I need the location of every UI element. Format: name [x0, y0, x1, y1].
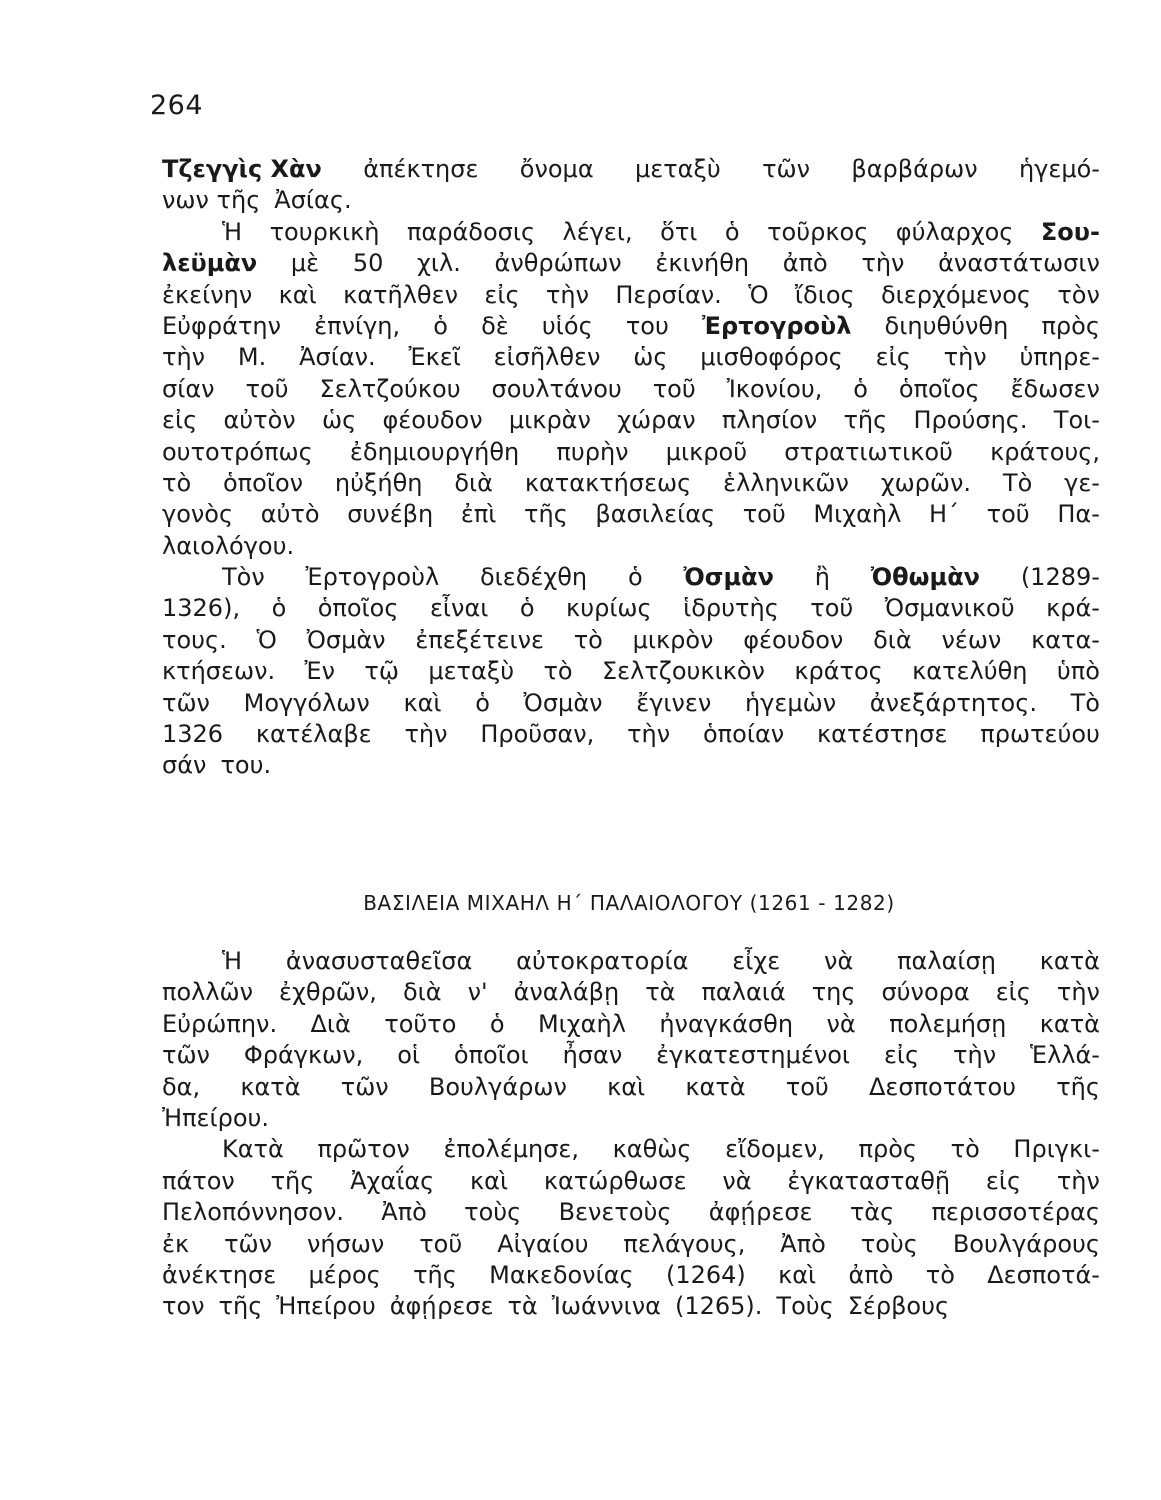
- word: Διὰ: [310, 1009, 351, 1038]
- word: Προύσης.: [913, 406, 1028, 435]
- word: ὁ: [724, 217, 740, 246]
- word: νὰ: [826, 1009, 856, 1038]
- word: Τοι-: [1053, 406, 1100, 435]
- word: τὸ: [162, 468, 192, 497]
- word: 50: [352, 249, 384, 278]
- word: διερχόμενος: [881, 280, 1031, 309]
- word: της: [811, 978, 856, 1007]
- word: ἐπὶ: [460, 500, 497, 529]
- word: νὰ: [824, 947, 854, 975]
- word: ἐκείνην: [162, 280, 253, 309]
- word: συνέβη: [347, 500, 434, 529]
- word: φύλαρχος: [895, 217, 1014, 246]
- word: αὐτὸ: [260, 500, 320, 529]
- word: καὶ: [470, 1166, 509, 1195]
- word: Ἐρτογροὺλ: [702, 311, 852, 340]
- word: τῷ: [364, 657, 399, 686]
- word: παλαίσῃ: [897, 947, 996, 975]
- word: διὰ: [873, 625, 912, 654]
- word: Σου-: [1040, 217, 1100, 246]
- word: οἱ: [397, 1041, 421, 1070]
- word: Ἑλλά-: [1030, 1041, 1100, 1070]
- word: κατέλαβε: [255, 720, 372, 749]
- word: διὰ: [454, 468, 493, 497]
- word: κατακτήσεως: [524, 468, 692, 497]
- word: τῆς: [218, 1292, 263, 1321]
- word: βασιλείας: [595, 500, 716, 529]
- word: Ἀσίας.: [274, 186, 352, 215]
- text-line: [162, 311, 1100, 342]
- word: σάν: [162, 751, 207, 780]
- text-line: [162, 437, 1100, 468]
- word: ἡγεμό-: [1018, 155, 1100, 183]
- word: τῆς: [413, 1260, 457, 1289]
- word: Ἰκονίου,: [726, 374, 823, 403]
- word: πρῶτον: [317, 1135, 410, 1164]
- word: Μ.: [237, 343, 267, 372]
- word: πελάγους,: [623, 1229, 746, 1258]
- word: Τὸ: [1002, 468, 1033, 497]
- word: ἀναστάτωσιν: [938, 249, 1100, 278]
- word: Πριγκι-: [1013, 1135, 1100, 1164]
- word: Δεσποτά-: [987, 1260, 1100, 1289]
- word: Προῦσαν,: [480, 720, 595, 749]
- word: τὸ: [543, 657, 573, 686]
- word: καθὼς: [612, 1135, 692, 1164]
- word: τὴν: [627, 720, 671, 749]
- word: τους.: [162, 625, 227, 654]
- word: παράδοσις: [406, 217, 536, 246]
- word: Σελτζούκου: [319, 374, 461, 403]
- word: λεϋμὰν: [162, 249, 258, 278]
- word: ἀφῄρεσε: [708, 1198, 813, 1227]
- text-line: [162, 688, 1100, 719]
- word: ἠναγκάσθη: [659, 1009, 794, 1038]
- text-line: [162, 217, 1100, 248]
- word: τοῦ: [986, 500, 1030, 529]
- word: νὰ: [722, 1166, 752, 1195]
- word: ὑπὸ: [1056, 657, 1100, 686]
- word: διηυθύνθη: [884, 311, 1009, 340]
- word: τοῦ: [785, 1072, 829, 1101]
- word: κράτος: [794, 657, 883, 686]
- word: ἀπέκτησε: [363, 155, 479, 183]
- section-1-text: [162, 154, 1100, 782]
- word: παλαιά: [701, 978, 786, 1007]
- text-line: [162, 1134, 1100, 1165]
- text-line: [162, 719, 1100, 750]
- word: ὁποίαν: [703, 720, 785, 749]
- word: μέρος: [308, 1260, 381, 1289]
- word: διὰ: [402, 978, 442, 1007]
- word: τοῦ: [652, 374, 696, 403]
- text-line: [162, 405, 1100, 436]
- text-line: [162, 1009, 1100, 1040]
- word: τῆς: [843, 406, 888, 435]
- text-line: [162, 1040, 1100, 1071]
- word: ν': [467, 978, 488, 1007]
- word: ἢ: [814, 563, 830, 592]
- word: ὁ: [489, 1009, 505, 1038]
- word: τὸ: [925, 1260, 955, 1289]
- word: Ὁ: [256, 625, 277, 654]
- word: κατελύθη: [912, 657, 1028, 686]
- word: τὴν: [1056, 978, 1100, 1007]
- word: χώραν: [617, 406, 696, 435]
- word: βαρβάρων: [851, 155, 978, 183]
- word: ὁ: [853, 374, 868, 403]
- word: ὡς: [322, 406, 357, 435]
- word: Ἐρτογροὺλ: [305, 563, 440, 592]
- word: Σελτζουκικὸν: [602, 657, 765, 686]
- word: εἰς: [484, 280, 520, 309]
- text-line: [162, 625, 1100, 656]
- word: τῶν: [340, 1072, 389, 1101]
- text-line: [162, 946, 1100, 977]
- word: Ὀσμὰν: [683, 563, 774, 592]
- word: ὁ: [519, 594, 535, 623]
- word: λαιολόγου.: [162, 531, 295, 560]
- word: Βενετοὺς: [558, 1198, 672, 1227]
- word: ἐκινήθη: [655, 249, 750, 278]
- word: Περσίαν.: [615, 280, 722, 309]
- text-line: [162, 342, 1100, 373]
- word: κατὰ: [240, 1072, 301, 1101]
- word: τὸ: [573, 625, 603, 654]
- text-line: [162, 750, 1100, 781]
- word: Ὀσμανικοῦ: [884, 594, 1015, 623]
- word: τῆς: [1056, 1072, 1100, 1101]
- word: Ἡ: [222, 947, 243, 975]
- word: ὁ: [475, 688, 490, 717]
- word: Η΄: [928, 500, 960, 529]
- word: γονὸς: [162, 500, 234, 529]
- word: ἱδρυτὴς: [683, 594, 779, 623]
- word: Μιχαὴλ: [813, 500, 902, 529]
- word: μικρὸν: [632, 625, 714, 654]
- word: τὴν: [861, 249, 905, 278]
- word: τουρκικὴ: [269, 217, 380, 246]
- word: σίαν: [162, 374, 215, 403]
- word: πυρὴν: [556, 437, 629, 466]
- word: τοὺς: [860, 1229, 918, 1258]
- word: ἐγκατεστημένοι: [656, 1041, 851, 1070]
- word: Τοὺς: [776, 1292, 834, 1321]
- word: ἐπνίγη,: [314, 311, 401, 340]
- text-line: [162, 977, 1100, 1008]
- word: τῆς: [524, 500, 568, 529]
- word: κράτους,: [990, 437, 1100, 466]
- word: Ἀσίαν.: [299, 343, 376, 372]
- word: νων τῆς: [162, 186, 261, 215]
- text-line: [162, 185, 1100, 216]
- word: τοῦρκος: [767, 217, 869, 246]
- word: Ἠπείρου.: [162, 1103, 270, 1132]
- word: ἴδιος: [794, 280, 855, 309]
- word: τῶν: [224, 1229, 273, 1258]
- word: δὲ: [481, 311, 509, 340]
- word: ὁποῖος: [317, 594, 399, 623]
- word: τὰ: [507, 1292, 538, 1321]
- text-line: [162, 531, 1100, 562]
- word: τὴν: [953, 1041, 997, 1070]
- word: Σέρβους: [847, 1292, 950, 1321]
- word: Πελοπόννησον.: [162, 1198, 344, 1227]
- word: καὶ: [278, 280, 317, 309]
- word: Ἐν: [304, 657, 335, 686]
- word: Μακεδονίας: [489, 1260, 634, 1289]
- word: τὴν: [162, 343, 206, 372]
- word: τον: [162, 1292, 205, 1321]
- word: ἀνεξάρτητος.: [869, 688, 1037, 717]
- word: ἐδημιουργήθη: [349, 437, 520, 466]
- word: Δεσποτάτου: [869, 1072, 1017, 1101]
- word: εἰς: [985, 1166, 1022, 1195]
- text-line: [162, 1197, 1100, 1228]
- text-line: [162, 562, 1100, 593]
- word: ἐκ: [162, 1229, 190, 1258]
- word: υἱός: [541, 311, 593, 340]
- word: γε-: [1064, 468, 1100, 497]
- word: μὲ: [290, 249, 320, 278]
- word: ὅτι: [660, 217, 698, 246]
- text-line: [162, 468, 1100, 499]
- text-line: [162, 248, 1100, 279]
- paragraph: [162, 946, 1100, 1134]
- word: ἀναλάβῃ: [513, 978, 620, 1007]
- text-line: [162, 154, 1100, 185]
- word: Ὀσμὰν: [523, 688, 603, 717]
- word: στρατιωτικοῦ: [784, 437, 953, 466]
- word: (1265).: [674, 1292, 763, 1321]
- word: ἐχθρῶν,: [279, 978, 377, 1007]
- word: σουλτάνου: [491, 374, 622, 403]
- word: ὁ: [433, 311, 448, 340]
- word: Μιχαὴλ: [537, 1009, 626, 1038]
- word: κατῆλθεν: [343, 280, 458, 309]
- word: κατώρθωσε: [543, 1166, 687, 1195]
- paragraph: [162, 1134, 1100, 1322]
- word: (1289-: [1020, 563, 1100, 592]
- word: κατέστησε: [817, 720, 948, 749]
- word: ἐγκατασταθῇ: [787, 1166, 951, 1195]
- text-line: [162, 1072, 1100, 1103]
- word: καὶ: [403, 688, 442, 717]
- text-line: [162, 656, 1100, 687]
- word: Ἀπὸ: [381, 1198, 427, 1227]
- word: μισθοφόρος: [700, 343, 843, 372]
- page-number: 264: [150, 90, 204, 121]
- word: του: [625, 311, 669, 340]
- text-line: [162, 1166, 1100, 1197]
- word: Εὐφράτην: [162, 311, 282, 340]
- word: Μογγόλων: [243, 688, 370, 717]
- word: φέουδον: [743, 625, 844, 654]
- word: Κατὰ: [222, 1135, 284, 1164]
- word: εἰσῆλθεν: [493, 343, 601, 372]
- word: τὴν: [545, 280, 589, 309]
- word: κτήσεων.: [162, 657, 276, 686]
- word: ἡγεμὼν: [744, 688, 837, 717]
- word: τὰς: [849, 1198, 895, 1227]
- word: πολλῶν: [162, 978, 254, 1007]
- word: τὴν: [404, 720, 448, 749]
- word: ἐπολέμησε,: [443, 1135, 580, 1164]
- word: ὁ: [271, 594, 287, 623]
- word: Ἠπείρου: [276, 1292, 376, 1321]
- word: καὶ: [607, 1072, 646, 1101]
- word: πολεμήσῃ: [889, 1009, 1007, 1038]
- word: ὡς: [633, 343, 668, 372]
- word: Φράγκων,: [243, 1041, 364, 1070]
- word: ὁποῖον: [223, 468, 304, 497]
- word: ὑπηρε-: [1019, 343, 1100, 372]
- word: ἀπὸ: [848, 1260, 894, 1289]
- word: εἰς: [883, 1041, 920, 1070]
- word: εἴδομεν,: [725, 1135, 825, 1164]
- word: τοῦ: [810, 594, 854, 623]
- section-heading: ΒΑΣΙΛΕΙΑ ΜΙΧΑΗΛ Η΄ ΠΑΛΑΙΟΛΟΓΟΥ (1261 - 1282): [363, 891, 895, 915]
- word: μεταξὺ: [428, 657, 515, 686]
- word: ἔδωσεν: [1010, 374, 1100, 403]
- word: διεδέχθη: [479, 563, 588, 592]
- word: δα,: [162, 1072, 201, 1101]
- word: τοῦ: [742, 500, 786, 529]
- word: Ὁ: [748, 280, 769, 309]
- word: ἀνέκτησε: [162, 1260, 277, 1289]
- text-line: [162, 499, 1100, 530]
- word: ὁποῖοι: [453, 1041, 529, 1070]
- word: Ἐκεῖ: [408, 343, 461, 372]
- word: τὴν: [1056, 1166, 1100, 1195]
- word: τῶν: [762, 155, 811, 183]
- word: ηὐξήθη: [334, 468, 423, 497]
- word: τῶν: [162, 1041, 210, 1070]
- word: κατὰ: [1039, 947, 1100, 975]
- word: ὄνομα: [519, 155, 594, 183]
- word: πλησίον: [721, 406, 818, 435]
- word: Αἰγαίου: [497, 1229, 589, 1258]
- word: μικροῦ: [665, 437, 748, 466]
- word: ἀπὸ: [782, 249, 828, 278]
- word: χιλ.: [417, 249, 461, 278]
- word: ἑλληνικῶν: [723, 468, 849, 497]
- word: αὐτὸν: [223, 406, 296, 435]
- word: 1326),: [162, 594, 241, 623]
- word: τοῦ: [245, 374, 289, 403]
- paragraph: [162, 154, 1100, 217]
- word: ουτοτρόπως: [162, 437, 313, 466]
- word: πρὸς: [858, 1135, 917, 1164]
- word: χωρῶν.: [880, 468, 972, 497]
- word: Ὀσμὰν: [306, 625, 386, 654]
- section-2-text: [162, 946, 1100, 1323]
- word: περισσοτέρας: [931, 1198, 1100, 1227]
- text-line: [162, 1260, 1100, 1291]
- word: πρωτεύου: [980, 720, 1100, 749]
- word: κατα-: [1031, 625, 1100, 654]
- word: τὸν: [1057, 280, 1100, 309]
- word: αὐτοκρατορία: [516, 947, 689, 975]
- word: του.: [220, 751, 272, 780]
- word: ἀφῄρεσε: [389, 1292, 494, 1321]
- word: ἦσαν: [562, 1041, 623, 1070]
- paragraph: [162, 562, 1100, 782]
- word: τῶν: [162, 688, 210, 717]
- word: κατὰ: [685, 1072, 746, 1101]
- text-line: [162, 593, 1100, 624]
- word: ἀνασυσταθεῖσα: [285, 947, 473, 975]
- word: 1326: [162, 720, 224, 749]
- word: μεταξὺ: [634, 155, 721, 183]
- word: Τὸ: [1070, 688, 1100, 717]
- text-line: [162, 374, 1100, 405]
- word: εἰς: [162, 406, 198, 435]
- text-line: [162, 1103, 1100, 1134]
- word: λέγει,: [562, 217, 633, 246]
- word: τοὺς: [464, 1198, 522, 1227]
- word: Ἀχαΐας: [350, 1166, 435, 1195]
- word: τὸ: [950, 1135, 980, 1164]
- word: κρά-: [1046, 594, 1100, 623]
- word: πρὸς: [1041, 311, 1100, 340]
- word: ἀνθρώπων: [494, 249, 622, 278]
- word: Εὐρώπην.: [162, 1009, 278, 1038]
- word: ὁ: [627, 563, 643, 592]
- word: Τὸν: [222, 563, 265, 592]
- word: Βουλγάρων: [428, 1072, 567, 1101]
- word: Ἰωάννινα: [551, 1292, 661, 1321]
- word: Ὀθωμὰν: [870, 563, 981, 592]
- text-line: [162, 280, 1100, 311]
- word: πάτον: [162, 1166, 235, 1195]
- word: μικρὰν: [508, 406, 591, 435]
- word: τοῦ: [419, 1229, 463, 1258]
- word: εἰς: [875, 343, 911, 372]
- word: σύνορα: [881, 978, 970, 1007]
- word: ἐπεξέτεινε: [415, 625, 544, 654]
- word: νήσων: [306, 1229, 385, 1258]
- text-line: [162, 1229, 1100, 1260]
- word: τὴν: [943, 343, 987, 372]
- word: (1264): [665, 1260, 746, 1289]
- word: τὰ: [645, 978, 676, 1007]
- word: τοῦτο: [384, 1009, 457, 1038]
- paragraph: [162, 217, 1100, 562]
- word: ὁποῖος: [898, 374, 980, 403]
- word: ἔγινεν: [636, 688, 712, 717]
- word: κυρίως: [566, 594, 652, 623]
- word: Πα-: [1057, 500, 1100, 529]
- word: τῆς: [270, 1166, 315, 1195]
- word: εἰς: [995, 978, 1031, 1007]
- word: καὶ: [778, 1260, 817, 1289]
- word: Ἀπὸ: [780, 1229, 826, 1258]
- word: Τζεγγὶς Χὰν: [162, 155, 322, 183]
- word: εἶχε: [732, 947, 781, 975]
- word: νέων: [941, 625, 1002, 654]
- word: Ἡ: [222, 217, 243, 246]
- word: φέουδον: [382, 406, 483, 435]
- word: κατὰ: [1039, 1009, 1100, 1038]
- text-line: [162, 1291, 1100, 1322]
- word: Βουλγάρους: [952, 1229, 1100, 1258]
- word: εἶναι: [429, 594, 489, 623]
